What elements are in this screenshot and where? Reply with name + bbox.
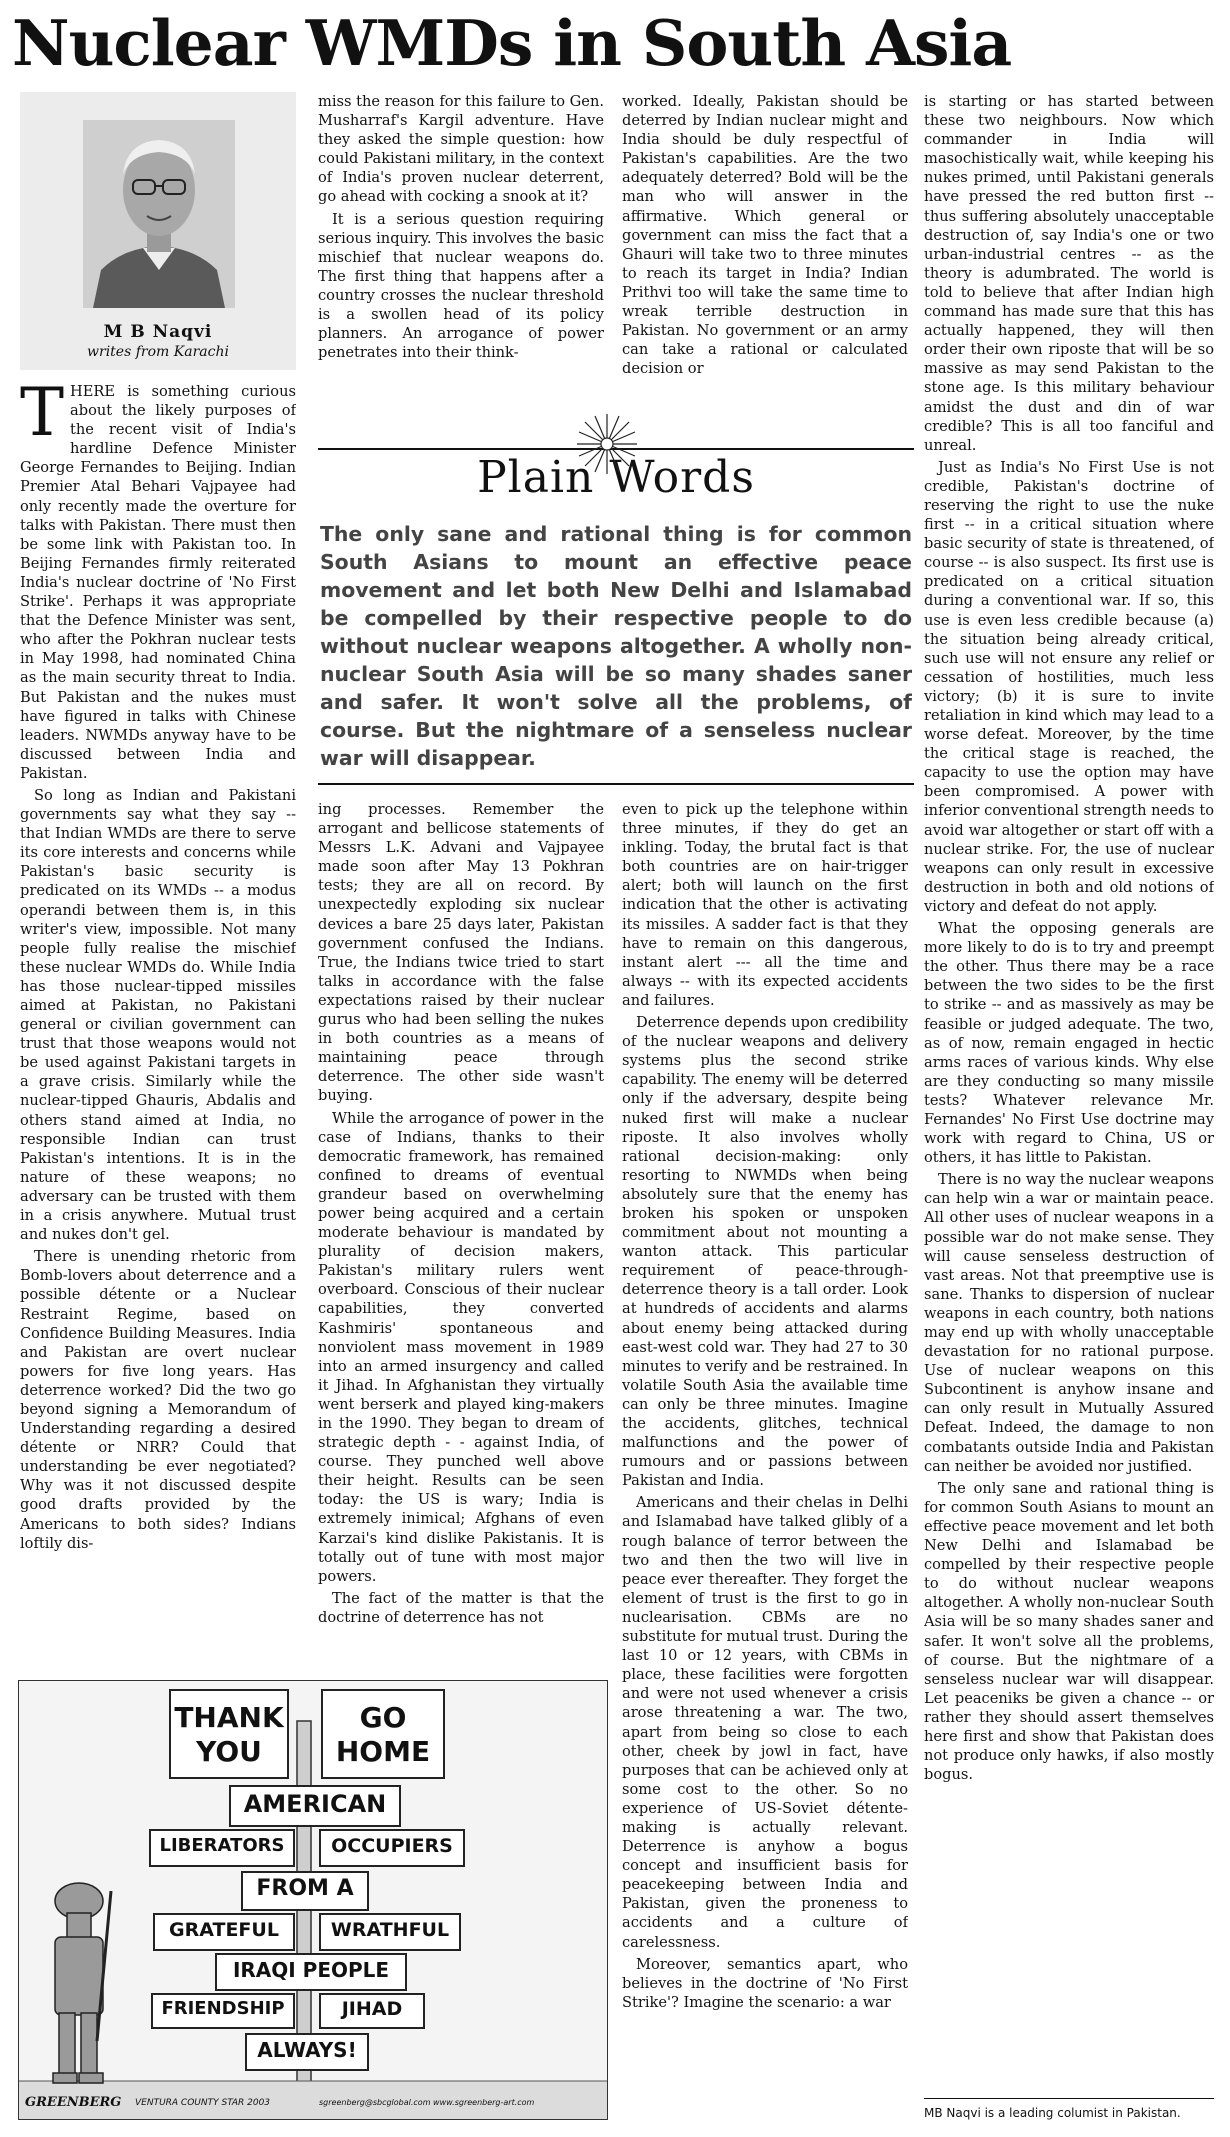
- paragraph: Moreover, semantics apart, who believes in the doctrine of 'No First Strike'? Imagine the scenario: a war: [622, 1955, 908, 2011]
- article-column-4: [924, 92, 1214, 2092]
- paragraph: even to pick up the telephone within three minutes, if they do get an inkling. Today, the brutal fact is that both countries are on hair-trigger alert; both will launch on the first indication that the other is activating its missiles. A sadder fact is that they have to remain on this dangerous, instant alert --- all the time and always -- with its expected accidents and failures.: [622, 801, 908, 1009]
- paragraph: There is no way the nuclear weapons can help win a war or maintain peace. All other uses of nuclear weapons in a possible war do not make sense. They will cause senseless destruction of vast areas. Not that preemptive use is sane. Thanks to dispersion of nuclear weapons in each country, both nations may end up with wholly unacceptable devastation for no rational purpose. Use of nuclear weapons on this Subcontinent is anyhow insane and can only result in Mutually Assured Defeat. Indeed, the damage to non combatants outside India and Pakistan can neither be avoided nor justified.: [924, 1171, 1214, 1475]
- sign-iraqi-people: IRAQI PEOPLE: [215, 1953, 407, 1991]
- sign-go-home: GO HOME: [321, 1689, 445, 1779]
- sign-thank-you: THANK YOU: [169, 1689, 289, 1779]
- paragraph: is starting or has started between these two neighbours. Now which commander in India will masochistically wait, while keeping his nukes primed, until Pakistani generals have pressed the red button first -- thus suffering absolutely unacceptable destruction of, say India's one or two urban-industrial centres -- as the theory is adumbrated. The world is told to believe that after Indian high command has made sure that this has actually happened, they will then order their own riposte that will be so massive as may send Pakistan to the stone age. Is this military behaviour amidst the dust and din of war credible? This is all too fanciful and unreal.: [924, 93, 1214, 454]
- sign-jihad: JIHAD: [319, 1993, 425, 2029]
- plain-words-rule-bottom: [318, 783, 914, 785]
- sign-grateful: GRATEFUL: [153, 1913, 295, 1951]
- paragraph: It is a serious question requiring serious inquiry. This involves the basic mischief that nuclear weapons do. The first thing that happens after a country crosses the nuclear threshold is a swollen head of its policy planners. An arrogance of power penetrates into their think-: [318, 210, 604, 362]
- sign-always: ALWAYS!: [245, 2033, 369, 2071]
- paragraph: The fact of the matter is that the doctrine of deterrence has not: [318, 1589, 604, 1626]
- author-portrait-drawing: [83, 120, 235, 308]
- paragraph: So long as Indian and Pakistani governments say what they say -- that Indian WMDs are there to serve its core interests and concerns while Pakistan's basic security is predicated on its WMDs -- a modus operandi between them is, in this writer's view, impossible. Not many people fully realise the mischief these nuclear WMDs do. While India has those nuclear-tipped missiles aimed at Pakistan, no Pakistani general or civilian government can trust that those weapons would not be used against Pakistani targets in a grave crisis. Similarly while the nuclear-tipped Ghauris, Abdalis and others stand aimed at India, no responsible Indian can trust Pakistan's intentions. It is in the nature of these weapons; no adversary can be trusted with them in a crisis anywhere. Mutual trust and nukes don't gel.: [20, 786, 296, 1244]
- author-portrait: [83, 120, 235, 308]
- paragraph: [20, 382, 296, 783]
- article-column-2-top: [318, 92, 604, 404]
- plain-words-label: Plain Words: [463, 452, 769, 503]
- sign-friendship: FRIENDSHIP: [151, 1993, 295, 2029]
- author-footnote: MB Naqvi is a leading columist in Pakistan.: [924, 2098, 1214, 2123]
- cartoon-contact: sgreenberg@sbcglobal.com www.sgreenberg-art.com: [319, 2098, 535, 2107]
- sign-wrathful: WRATHFUL: [319, 1913, 461, 1951]
- paragraph: Americans and their chelas in Delhi and Islamabad have talked glibly of a rough balance of terror between the two and then the two will live in peace ever thereafter. They forget the element of trust is the first to go in nuclearisation. CBMs are no substitute for mutual trust. During the last 10 or 12 years, with CBMs in place, these facilities were forgotten and were not used whenever a crisis arose threatening a war. The two, apart from being so close to each other, cheek by jowl in fact, have purposes that can be achieved only at some cost to the other. So no experience of US-Soviet détente-making is actually relevant. Deterrence is anyhow a bogus concept and insufficient basis for peacekeeping between India and Pakistan, given the proneness to accidents and a culture of carelessness.: [622, 1494, 908, 1951]
- byline-subline: writes from Karachi: [87, 344, 229, 360]
- paragraph: What the opposing generals are more likely to do is to try and preempt the other. Thus there may be a race between the two sides to be the first to strike -- and as massively as may be feasible or judged adequate. The two, as of now, remain engaged in hectic arms races of various kinds. Why else are they conducting so many missile tests? Whatever relevance Mr. Fernandes' No First Use doctrine may work with regard to China, US or others, it has little to Pakistan.: [924, 920, 1214, 1167]
- article-column-3-top: [622, 92, 908, 404]
- article-column-3-bottom: [622, 800, 908, 2112]
- paragraph: Deterrence depends upon credibility of the nuclear weapons and delivery systems plus the second strike capability. The enemy will be deterred only if the adversary, despite being nuked first will make a nuclear riposte. It also involves wholly rational decision-making: only resorting to NWMDs when being absolutely sure that the enemy has broken his spoken or unspoken commitment about not mounting a wanton attack. This particular requirement of peace-through-deterrence theory is a tall order. Look at hundreds of accidents and alarms about enemy being attacked during east-west cold war. They had 27 to 30 minutes to verify and be restrained. In volatile South Asia the available time can only be three minutes. Imagine the accidents, glitches, technical malfunctions and the power of rumours and or passions between Pakistan and India.: [622, 1014, 908, 1490]
- cartoon-credit: VENTURA COUNTY STAR 2003: [135, 2098, 271, 2108]
- sign-american: AMERICAN: [229, 1785, 401, 1827]
- sign-occupiers: OCCUPIERS: [319, 1829, 465, 1867]
- editorial-cartoon: [18, 1680, 608, 2120]
- paragraph: There is unending rhetoric from Bomb-lovers about deterrence and a possible détente or a Nuclear Restraint Regime, based on Confidence Building Measures. India and Pakistan are overt nuclear powers for five long years. Has deterrence worked? Did the two go beyond signing a Memorandum of Understanding regarding a desired détente or NRR? Could that understanding be ever negotiated? Why was it not discussed despite good drafts provided by the Americans to both sides? Indians loftily dis-: [20, 1248, 296, 1552]
- byline-name: M B Naqvi: [103, 322, 213, 342]
- pull-quote: The only sane and rational thing is for common South Asians to mount an effective peace movement and let both New Delhi and Islamabad be compelled by their respective people to do without nuclear weapons altogether. A wholly non-nuclear South Asia will be so many shades saner and safer. It won't solve all the problems, of course. But the nightmare of a senseless nuclear war will disappear.: [320, 522, 912, 770]
- paragraph: worked. Ideally, Pakistan should be deterred by Indian nuclear might and India should be duly respectful of Pakistan's capabilities. Are the two adequately deterred? Bold will be the man who will answer in the affirmative. Which general or government can miss the fact that a Ghauri will take two to three minutes to reach its target in India? Indian Prithvi too will take the same time to wreak terrible destruction in Pakistan. No government or an army can take a rational or calculated decision or: [622, 93, 908, 378]
- paragraph: The only sane and rational thing is for common South Asians to mount an effective peace movement and let both New Delhi and Islamabad be compelled by their respective people to do without nuclear weapons altogether. A wholly non-nuclear South Asia will be so many shades saner and safer. It won't solve all the problems, of course. But the nightmare of a senseless nuclear war will disappear. Let peaceniks be given a chance -- or rather they should assert themselves here first and show that Pakistan does not produce only hawks, if also mostly bogus.: [924, 1479, 1214, 1784]
- paragraph-text: HERE is something curious about the likely purposes of the recent visit of India's hardline Defence Minister George Fernandes to Beijing. Indian Premier Atal Behari Vajpayee had only recently made the overture for talks with Pakistan. There must then be some link with Pakistan too. In Beijing Fernandes firmly reiterated India's nuclear doctrine of 'No First Strike'. Perhaps it was appropriate that the Defence Minister was sent, who after the Pokhran nuclear tests in May 1998, had nominated China as the main security threat to India. But Pakistan and the nukes must have figured in talks with Chinese leaders. NWMDs anyway have to be discussed between India and Pakistan.: [20, 383, 296, 782]
- cartoon-signature: GREENBERG: [25, 2095, 122, 2110]
- paragraph: miss the reason for this failure to Gen. Musharraf's Kargil adventure. Have they asked the simple question: how could Pakistani military, in the context of India's proven nuclear deterrent, go ahead with cocking a snook at it?: [318, 93, 604, 206]
- sign-liberators: LIBERATORS: [149, 1829, 295, 1867]
- paragraph: ing processes. Remember the arrogant and bellicose statements of Messrs L.K. Advani and Vajpayee made soon after May 13 Pokhran tests; they are all on record. By unexpectedly exploding six nuclear devices a bare 25 days later, Pakistan government confused the Indians. True, the Indians twice tried to start talks in accordance with the false expectations raised by their nuclear gurus who had been selling the nukes in both countries as a means of maintaining peace through deterrence. The other side wasn't buying.: [318, 801, 604, 1105]
- paragraph: While the arrogance of power in the case of Indians, thanks to their democratic framework, has remained confined to dreams of eventual grandeur based on overwhelming power being acquired and a certain moderate behaviour is mandated by plurality of decision makers, Pakistan's military rulers went overboard. Conscious of their nuclear capabilities, they converted Kashmiris' spontaneous and nonviolent mass movement in 1989 into an armed insurgency and called it Jihad. In Afghanistan they virtually went berserk and played king-makers in the 1990. They began to dream of strategic depth - - against India, of course. They punched well above their height. Results can be seen today: the US is wary; India is extremely inimical; Afghans of even Karzai's kind dislike Pakistanis. It is totally out of tune with most major powers.: [318, 1109, 604, 1585]
- article-column-1: [20, 382, 296, 1674]
- drop-cap: T: [20, 382, 65, 451]
- sparkle-icon: [575, 412, 639, 480]
- headline: Nuclear WMDs in South Asia: [12, 6, 1012, 80]
- sign-from-a: FROM A: [241, 1871, 369, 1911]
- paragraph: Just as India's No First Use is not credible, Pakistan's doctrine of reserving the right to use the nuke first -- in a critical situation where basic security of state is threatened, of course -- is also suspect. Its first use is predicated on a critical situation during a conventional war. If so, this use is even less credible because (a) the situation being already critical, such use will not ensure any relief or cessation of hostilities, much less victory; (b) it is sure to invite retaliation in kind which may lead to a worse defeat. Moreover, by the time the critical stage is reached, the capacity to use the option may have been compromised. A power with inferior conventional strength needs to avoid war altogether or start off with a nuclear strike. For, the use of nuclear weapons can only result in excessive destruction in both and old notions of victory and defeat do not apply.: [924, 458, 1214, 915]
